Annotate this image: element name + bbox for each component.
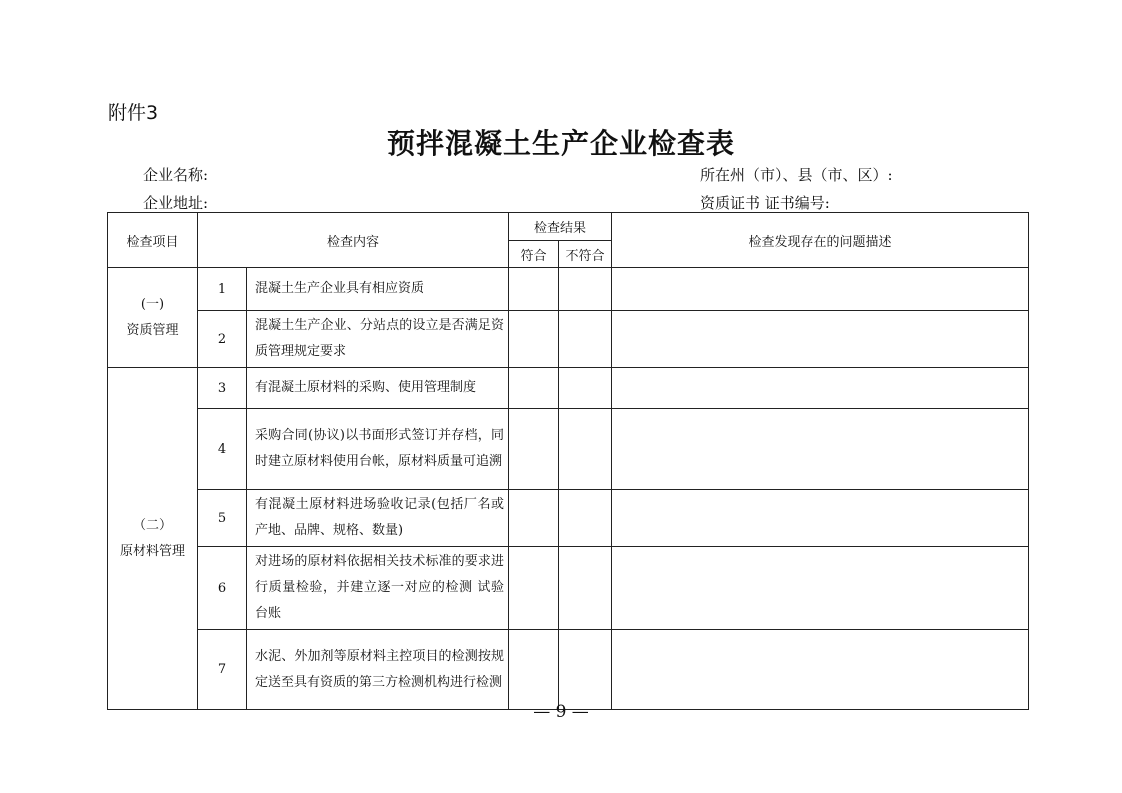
fail-cell[interactable] bbox=[559, 311, 612, 368]
row-number: 6 bbox=[198, 547, 247, 630]
fail-cell[interactable] bbox=[559, 630, 612, 710]
row-content: 有混凝土原材料的采购、使用管理制度 bbox=[247, 368, 509, 409]
issue-cell[interactable] bbox=[612, 368, 1029, 409]
header-item: 检查项目 bbox=[108, 213, 198, 268]
header-issues: 检查发现存在的问题描述 bbox=[612, 213, 1029, 268]
pass-cell[interactable] bbox=[509, 409, 559, 490]
fail-cell[interactable] bbox=[559, 268, 612, 311]
fail-cell[interactable] bbox=[559, 547, 612, 630]
pass-cell[interactable] bbox=[509, 268, 559, 311]
fail-cell[interactable] bbox=[559, 368, 612, 409]
table-row bbox=[108, 311, 1029, 368]
row-number: 1 bbox=[198, 268, 247, 311]
row-content: 对进场的原材料依据相关技术标准的要求进行质量检验，并建立逐一对应的检测 试验台账 bbox=[247, 547, 509, 630]
issue-cell[interactable] bbox=[612, 268, 1029, 311]
header-fail: 不符合 bbox=[559, 241, 612, 268]
company-address-label: 企业地址: bbox=[143, 194, 209, 212]
row-content: 有混凝土原材料进场验收记录(包括厂名或产地、品牌、规格、数量) bbox=[247, 490, 509, 547]
header-content: 检查内容 bbox=[198, 213, 509, 268]
table-row bbox=[108, 409, 1029, 490]
table-row bbox=[108, 490, 1029, 547]
row-number: 5 bbox=[198, 490, 247, 547]
category-name: 资质管理 bbox=[126, 322, 179, 338]
issue-cell[interactable] bbox=[612, 409, 1029, 490]
row-number: 2 bbox=[198, 311, 247, 368]
fail-cell[interactable] bbox=[559, 490, 612, 547]
row-number: 4 bbox=[198, 409, 247, 490]
fail-cell[interactable] bbox=[559, 409, 612, 490]
header-pass: 符合 bbox=[509, 241, 559, 268]
category-name: 原材料管理 bbox=[119, 543, 185, 559]
annex-label: 附件3 bbox=[108, 102, 159, 124]
pass-cell[interactable] bbox=[509, 311, 559, 368]
pass-cell[interactable] bbox=[509, 490, 559, 547]
pass-cell[interactable] bbox=[509, 368, 559, 409]
pass-cell[interactable] bbox=[509, 630, 559, 710]
category-number: (一) bbox=[140, 296, 165, 312]
table-row bbox=[108, 268, 1029, 311]
table-row bbox=[108, 630, 1029, 710]
row-number: 7 bbox=[198, 630, 247, 710]
inspection-table bbox=[107, 212, 1029, 710]
row-number: 3 bbox=[198, 368, 247, 409]
category-cell bbox=[108, 268, 198, 368]
row-content: 混凝土生产企业、分站点的设立是否满足资质管理规定要求 bbox=[247, 311, 509, 368]
issue-cell[interactable] bbox=[612, 311, 1029, 368]
pass-cell[interactable] bbox=[509, 547, 559, 630]
issue-cell[interactable] bbox=[612, 490, 1029, 547]
page-number: — 9 — bbox=[533, 702, 589, 722]
category-number: （二） bbox=[132, 517, 172, 533]
issue-cell[interactable] bbox=[612, 630, 1029, 710]
row-content: 混凝土生产企业具有相应资质 bbox=[247, 268, 509, 311]
header-row bbox=[108, 213, 1029, 241]
category-cell bbox=[108, 368, 198, 710]
header-result: 检查结果 bbox=[509, 213, 612, 241]
row-content: 水泥、外加剂等原材料主控项目的检测按规定送至具有资质的第三方检测机构进行检测 bbox=[247, 630, 509, 710]
region-label: 所在州（市）、县（市、区）: bbox=[700, 166, 893, 184]
row-content: 采购合同(协议)以书面形式签订并存档，同时建立原材料使用台帐，原材料质量可追溯 bbox=[247, 409, 509, 490]
certificate-label: 资质证书 证书编号: bbox=[700, 194, 830, 212]
table-row bbox=[108, 368, 1029, 409]
company-name-label: 企业名称: bbox=[143, 166, 209, 184]
issue-cell[interactable] bbox=[612, 547, 1029, 630]
table-row bbox=[108, 547, 1029, 630]
page-title: 预拌混凝土生产企业检查表 bbox=[386, 127, 735, 160]
